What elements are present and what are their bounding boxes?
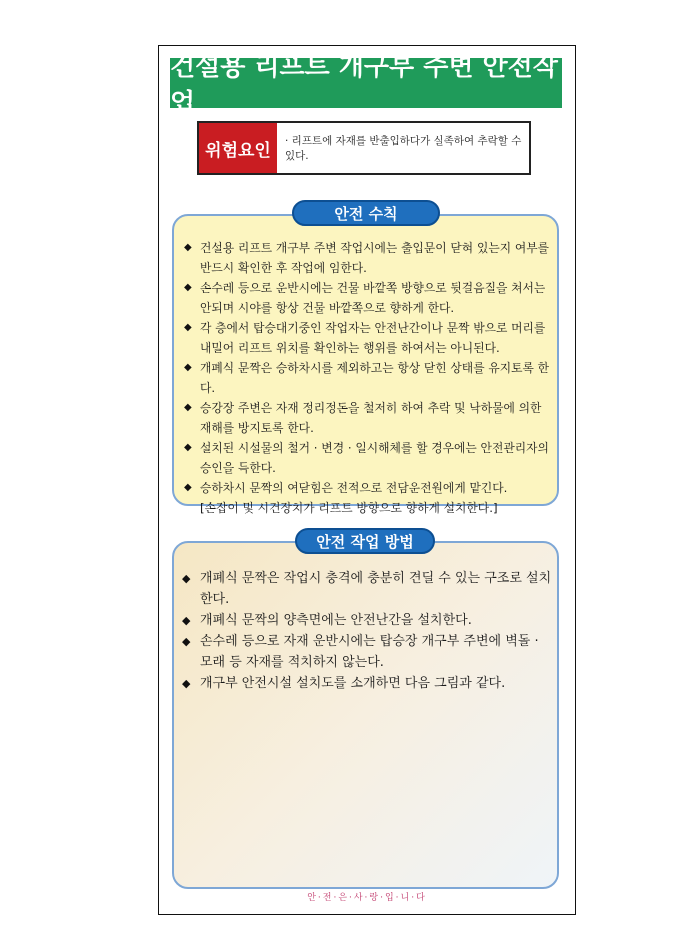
diamond-bullet-icon: ◆ — [184, 402, 192, 413]
list-item — [184, 238, 556, 278]
safety-rules-heading: 안전 수칙 — [292, 200, 440, 226]
diamond-bullet-icon: ◆ — [184, 442, 192, 453]
list-item-text: 설치된 시설물의 철거 · 변경 · 일시해체를 할 경우에는 안전관리자의 승인을 득한다. — [200, 441, 549, 475]
diamond-bullet-icon: ◆ — [182, 677, 191, 690]
hazard-label: 위험요인 — [199, 123, 277, 173]
hazard-text: · 리프트에 자재를 반출입하다가 실족하여 추락할 수 있다. — [285, 135, 522, 162]
diamond-bullet-icon: ◆ — [182, 635, 191, 648]
hazard-box — [197, 121, 531, 175]
list-item — [182, 568, 554, 610]
list-item-text: 손수레 등으로 운반시에는 건물 바깥쪽 방향으로 뒷걸음질을 쳐서는 안되며 시야를 항상 건물 바깥쪽으로 향하게 한다. — [200, 281, 546, 315]
list-item-text: 승하차시 문짝의 여닫힘은 전적으로 전담운전원에게 맡긴다. — [200, 481, 508, 495]
list-item-text: 개폐식 문짝은 승하차시를 제외하고는 항상 닫힌 상태를 유지토록 한다. — [200, 361, 550, 395]
list-item-text: 승강장 주변은 자재 정리정돈을 철저히 하여 추락 및 낙하물에 의한 재해를 방지토록 한다. — [200, 401, 542, 435]
list-item — [184, 398, 556, 438]
list-item-text: 개구부 안전시설 설치도를 소개하면 다음 그림과 같다. — [200, 676, 506, 691]
list-item — [184, 318, 556, 358]
diamond-bullet-icon: ◆ — [184, 282, 192, 293]
footer-motto: 안·전·은·사·랑·입·니·다 — [307, 893, 427, 903]
diamond-bullet-icon: ◆ — [182, 614, 191, 627]
list-item — [184, 438, 556, 478]
diamond-bullet-icon: ◆ — [184, 362, 192, 373]
safety-rules-list — [184, 238, 556, 518]
list-item — [184, 358, 556, 398]
diamond-bullet-icon: ◆ — [184, 242, 192, 253]
list-item-text: 각 층에서 탑승대기중인 작업자는 안전난간이나 문짝 밖으로 머리를 내밀어 리프트 위치를 확인하는 행위를 하여서는 아니된다. — [200, 321, 546, 355]
installation-note: [손잡이 및 시건장치가 리프트 방향으로 향하게 설치한다.] — [200, 501, 498, 515]
diamond-bullet-icon: ◆ — [184, 322, 192, 333]
diamond-bullet-icon: ◆ — [182, 572, 191, 585]
list-item — [182, 610, 554, 631]
list-item — [182, 673, 554, 694]
diamond-bullet-icon: ◆ — [184, 482, 192, 493]
list-item — [184, 278, 556, 318]
list-item — [184, 478, 556, 498]
page-title: 건설용 리프트 개구부 주변 안전작업 — [170, 58, 562, 108]
list-item — [182, 631, 554, 673]
list-item-text: 건설용 리프트 개구부 주변 작업시에는 출입문이 닫혀 있는지 여부를 반드시 확인한 후 작업에 임한다. — [200, 241, 550, 275]
work-method-heading: 안전 작업 방법 — [295, 528, 435, 554]
work-method-list — [182, 568, 554, 694]
list-item-text: 손수레 등으로 자재 운반시에는 탑승장 개구부 주변에 벽돌 · 모래 등 자재를 적치하지 않는다. — [200, 634, 539, 670]
list-item-text: 개폐식 문짝의 양측면에는 안전난간을 설치한다. — [200, 613, 472, 628]
list-item-text: 개폐식 문짝은 작업시 충격에 충분히 견딜 수 있는 구조로 설치한다. — [200, 571, 552, 607]
